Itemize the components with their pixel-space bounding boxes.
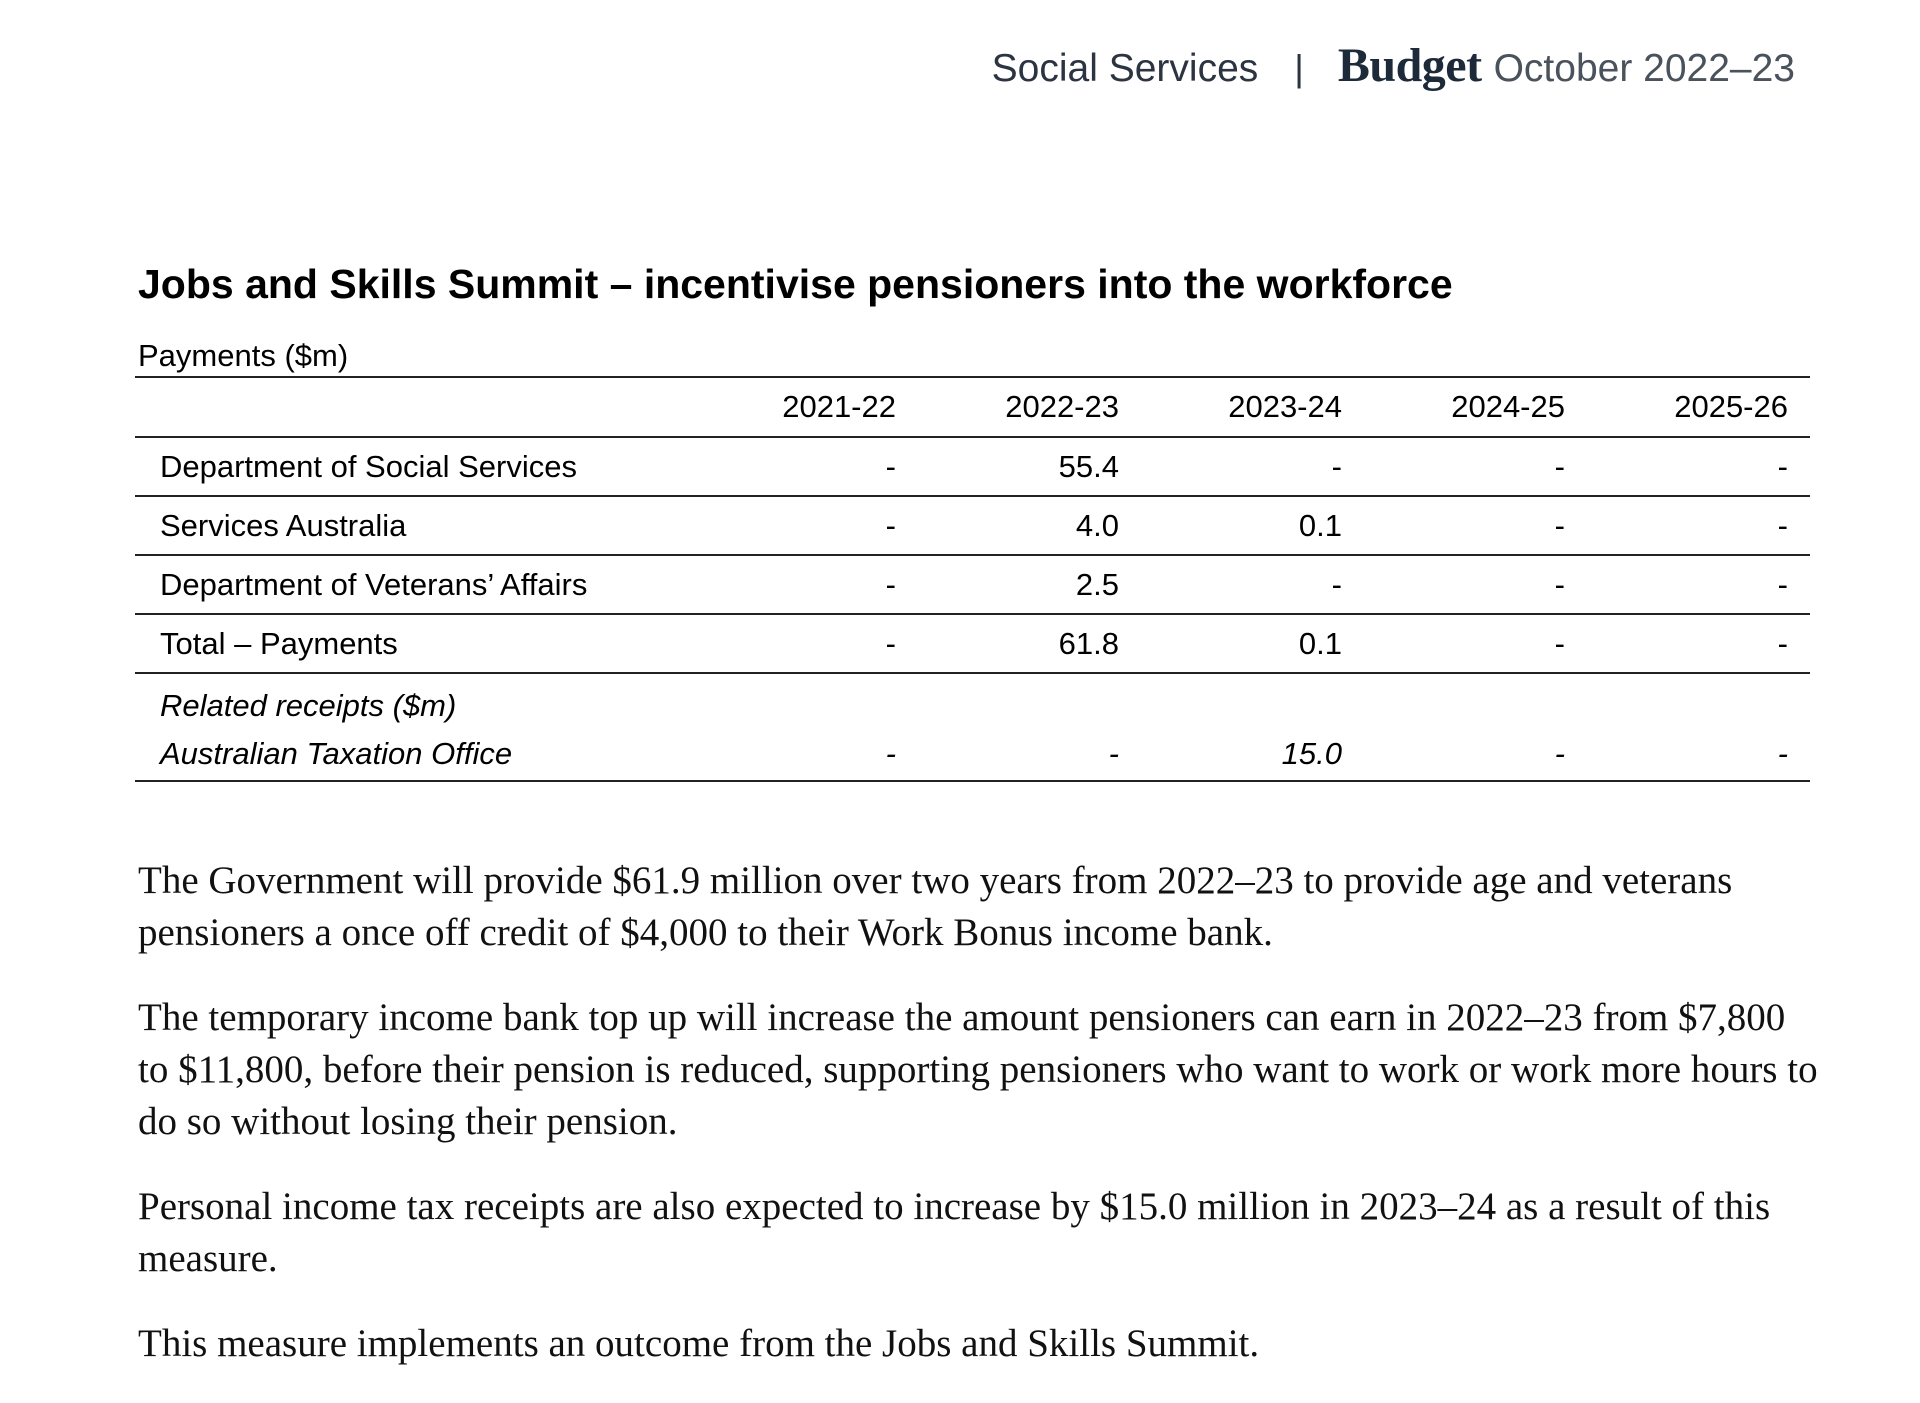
column-header: 2024-25 <box>1451 389 1565 424</box>
table-cell: 0.1 <box>1298 625 1342 661</box>
paragraph: Personal income tax receipts are also expected to increase by $15.0 million in 2023–24 as a result of this measure. <box>138 1185 1771 1280</box>
paragraph: This measure implements an outcome from the Jobs and Skills Summit. <box>138 1322 1260 1365</box>
column-header: 2025-26 <box>1674 389 1788 424</box>
column-header: 2022-23 <box>1005 389 1119 424</box>
table-total-row <box>135 614 1810 673</box>
paragraph: The temporary income bank top up will increase the amount pensioners can earn in 2022–23 from $7,800 to $11,800, before their pension is reduced, supporting pensioners who want to work or work more hours to do so without losing their pension. <box>138 996 1818 1143</box>
budget-period: October 2022–23 <box>1493 47 1795 90</box>
table-cell: 4.0 <box>1075 507 1119 543</box>
payments-table <box>135 376 1810 782</box>
table-cell: - <box>885 507 896 543</box>
table-cell: - <box>1777 625 1788 661</box>
table-cell: - <box>1554 625 1565 661</box>
column-header: 2023-24 <box>1228 389 1342 424</box>
table-cell: - <box>1554 566 1565 602</box>
table-cell: - <box>1777 448 1788 484</box>
column-header: 2021-22 <box>782 389 896 424</box>
header-blank-cell <box>135 377 695 437</box>
table-cell: - <box>1331 448 1342 484</box>
table-cell: - <box>1554 507 1565 543</box>
row-label: Total – Payments <box>160 625 398 661</box>
table-cell: 2.5 <box>1075 566 1119 602</box>
row-label: Australian Taxation Office <box>160 736 513 771</box>
header-separator: | <box>1294 48 1304 89</box>
measure-description <box>138 855 1818 1403</box>
header-section: Social Services <box>991 47 1259 90</box>
row-label: Department of Veterans’ Affairs <box>160 566 588 602</box>
table-cell: - <box>1108 736 1119 771</box>
table-cell: - <box>885 566 896 602</box>
row-label: Department of Social Services <box>160 448 577 484</box>
table-caption: Payments ($m) <box>138 338 349 373</box>
row-label: Services Australia <box>160 507 407 543</box>
table-row <box>135 496 1810 555</box>
table-row <box>135 728 1810 781</box>
table-cell: - <box>885 736 896 771</box>
table-cell: 61.8 <box>1058 625 1119 661</box>
paragraph: The Government will provide $61.9 million over two years from 2022–23 to provide age and veterans pensioners a once off credit of $4,000 to their Work Bonus income bank. <box>138 859 1733 954</box>
table-cell: - <box>1777 507 1788 543</box>
table-cell: - <box>1777 736 1788 771</box>
table-header-row <box>135 377 1810 437</box>
table-cell: - <box>885 448 896 484</box>
table-cell: - <box>1331 566 1342 602</box>
receipts-heading: Related receipts ($m) <box>160 688 457 723</box>
table-cell: - <box>1554 448 1565 484</box>
table-row <box>135 437 1810 496</box>
receipts-heading-row <box>135 673 1810 728</box>
table-cell: 15.0 <box>1281 736 1342 771</box>
table-row <box>135 555 1810 614</box>
table-cell: - <box>1554 736 1565 771</box>
budget-brand: Budget <box>1337 39 1482 92</box>
page-header <box>992 38 1795 93</box>
table-cell: 55.4 <box>1058 448 1119 484</box>
measure-title: Jobs and Skills Summit – incentivise pensioners into the workforce <box>138 261 1453 307</box>
table-cell: - <box>885 625 896 661</box>
table-cell: 0.1 <box>1298 507 1342 543</box>
table-cell: - <box>1777 566 1788 602</box>
